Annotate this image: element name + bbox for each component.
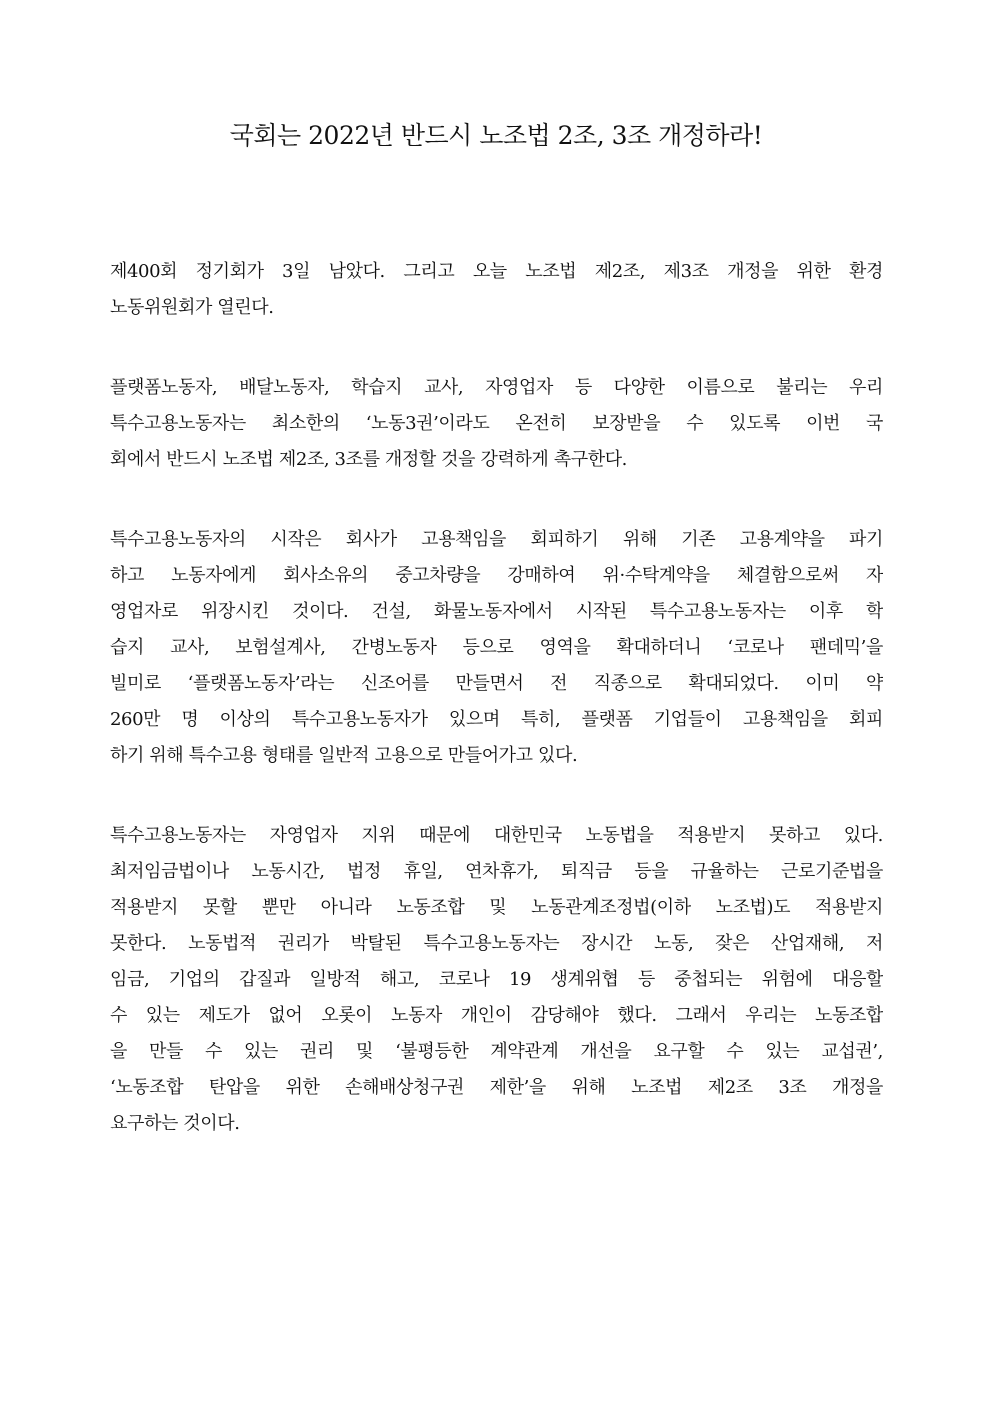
document-title: 국회는 2022년 반드시 노조법 2조, 3조 개정하라!	[229, 121, 763, 150]
paragraph	[110, 254, 883, 326]
text-line: 빌미로 ‘플랫폼노동자’라는 신조어를 만들면서 전 직종으로 확대되었다. 이미 약	[110, 673, 883, 694]
text-line: 못한다. 노동법적 권리가 박탈된 특수고용노동자는 장시간 노동, 잦은 산업재해, 저	[110, 933, 883, 954]
text-line: 플랫폼노동자, 배달노동자, 학습지 교사, 자영업자 등 다양한 이름으로 불리는 우리	[110, 377, 883, 398]
text-line: 임금, 기업의 갑질과 일방적 해고, 코로나 19 생계위협 등 중첩되는 위험에 대응할	[110, 969, 883, 990]
text-line: 특수고용노동자는 최소한의 ‘노동3권’이라도 온전히 보장받을 수 있도록 이번 국	[110, 413, 883, 434]
text-line: ‘노동조합 탄압을 위한 손해배상청구권 제한’을 위해 노조법 제2조 3조 개정을	[110, 1077, 883, 1098]
document-body	[110, 254, 883, 1186]
text-line: 하기 위해 특수고용 형태를 일반적 고용으로 만들어가고 있다.	[110, 745, 578, 766]
text-line: 적용받지 못할 뿐만 아니라 노동조합 및 노동관계조정법(이하 노조법)도 적용받지	[110, 897, 883, 918]
text-line: 습지 교사, 보험설계사, 간병노동자 등으로 영역을 확대하더니 ‘코로나 팬데믹’을	[110, 637, 883, 658]
paragraph	[110, 522, 883, 774]
text-line: 특수고용노동자의 시작은 회사가 고용책임을 회피하기 위해 기존 고용계약을 파기	[110, 529, 883, 550]
text-line: 영업자로 위장시킨 것이다. 건설, 화물노동자에서 시작된 특수고용노동자는 이후 학	[110, 601, 883, 622]
text-line: 최저임금법이나 노동시간, 법정 휴일, 연차휴가, 퇴직금 등을 규율하는 근로기준법을	[110, 861, 883, 882]
text-line: 요구하는 것이다.	[110, 1113, 240, 1134]
paragraph	[110, 818, 883, 1142]
text-line: 제400회 정기회가 3일 남았다. 그리고 오늘 노조법 제2조, 제3조 개정을 위한 환경	[110, 261, 883, 282]
text-line: 을 만들 수 있는 권리 및 ‘불평등한 계약관계 개선을 요구할 수 있는 교섭권’,	[110, 1041, 883, 1062]
text-line: 특수고용노동자는 자영업자 지위 때문에 대한민국 노동법을 적용받지 못하고 있다.	[110, 825, 883, 846]
text-line: 노동위원회가 열린다.	[110, 297, 274, 318]
text-line: 수 있는 제도가 없어 오롯이 노동자 개인이 감당해야 했다. 그래서 우리는 노동조합	[110, 1005, 883, 1026]
text-line: 260만 명 이상의 특수고용노동자가 있으며 특히, 플랫폼 기업들이 고용책임을 회피	[110, 709, 883, 730]
text-line: 하고 노동자에게 회사소유의 중고차량을 강매하여 위·수탁계약을 체결함으로써 자	[110, 565, 883, 586]
paragraph	[110, 370, 883, 478]
text-line: 회에서 반드시 노조법 제2조, 3조를 개정할 것을 강력하게 촉구한다.	[110, 449, 628, 470]
